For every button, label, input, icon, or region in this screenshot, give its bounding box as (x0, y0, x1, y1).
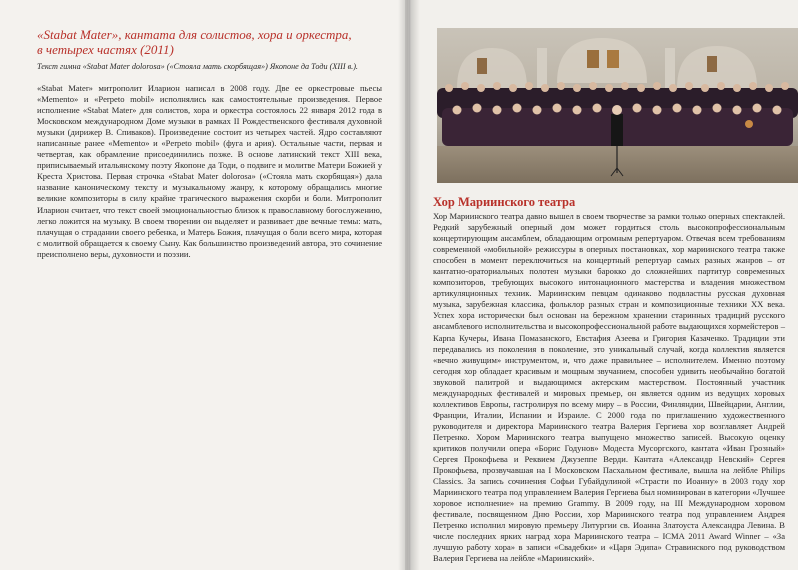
cantata-title-line-1: «Stabat Mater», кантата для солистов, хора и оркестра, (37, 27, 352, 42)
book-gutter-shadow (398, 0, 420, 570)
cantata-title-line-2: в четырех частях (2011) (37, 42, 174, 57)
choir-heading: Хор Мариинского театра (433, 195, 576, 209)
choir-description (433, 211, 785, 565)
choir-description-text: Хор Мариинского театра давно вышел в своем творчестве за рамки только оперных спектаклей. Редкий зарубежный оперный дом может гордиться столь высокопрофессиональным концертирующим ансамблем, обладающим огромным репертуаром. Отвечая всем требованиям современной «мобильной» режиссуры в оперных постановках, хор мариинского театра также способен в момент переключиться на концертный репертуар самых разных жанров – от кантатно-ораториальных полотен музыки барокко до сложнейших партитур современных композиторов, требующих высокого интонационного мастерства и владения множеством артикуляционных техник. Мариинским певцам одинаково подвластны русская духовная музыка, зарубежная классика, фольклор разных стран и композиционные техники XX века. Успех хора исторически был основан на бережном хранении старинных традиций русского ансамблевого исполнительства и высокопрофессиональной работе выдающихся хормейстеров – Карпа Кучеры, Ивана Помазанского, Евстафия Азеева и Григория Казаченко. Традиции эти передавались из поколения в поколение, это уникальный случай, когда коллектив является «вечно живущим» инструментом, и, что даже правильнее – исполнителем. Именно поэтому сегодня хор обладает красивым и мощным звучанием, способен удивить необычайно богатой звуковой палитрой и выдающимся актерским мастерством. Постоянный участник международных фестивалей и мировых премьер, он является одним из ведущих хоровых коллективов Европы, гастролируя по всему миру – в России, Финляндии, Швейцарии, Англии, Франции, Италии, Испании и Израиле. С 2000 года по приглашению художественного руководителя и директора Мариинского театра Валерия Гергиева хор возглавляет Андрей Петренко. Хором Мариинского театра выпущено множество записей. Высокую оценку критиков получили опера «Борис Годунов» Модеста Мусоргского, кантата «Иван Грозный» Сергея Прокофьева и Реквием Джузеппе Верди. Кантата «Александр Невский» Сергея Прокофьева, прозвучавшая на I Московском Пасхальном фестивале, вышла на лейбле Philips Classics. За запись сочинения Софьи Губайдулиной «Страсти по Иоанну» в 2003 году хор Мариинского театра под управлением Валерия Гергиева был номинирован в категории «Лучшее хоровое исполнение» на премию Grammy. В 2009 году, на III Международном хоровом фестивале, посвященном Дню России, хор Мариинского театра под управлением Андрея Петренко исполнил мировую премьеру Литургии св. Иоанна Златоуста Александра Левина. В числе последних ярких наград хора Мариинского театра – ICMA 2011 Award Winner – «За лучшую работу хора» в записи «Свадебки» и «Царя Эдипа» Стравинского под руководством Валерия Гергиева на лейбле «Мариинский». (433, 211, 785, 564)
cantata-description (37, 83, 382, 260)
choir-photo (437, 28, 798, 183)
cantata-description-text: «Stabat Mater» митрополит Иларион написал в 2008 году. Две ее оркестровые пьесы «Memento» и «Perpeto mobil» исполнялись как самостоятельные произведения. Первое исполнение «Stabat Mater» для солистов, хора и оркестра состоялось 22 января 2012 года в Московском международном Доме музыки в рамках II Рождественского фестиваля духовной музыки (дирижер В. Спиваков). Произведение состоит из четырех частей. Ядро составляют написанные ранее «Memento» и «Perpeto mobil» (фуга и ария). Остальные части, первая и четвертая, как обрамление присоединились позже. В основе латинский текст XIII века, приписываемый итальянскому поэту Якопоне да Тоди, о подвиге и молитве Матери Божией у Креста Христова. Первая строчка «Stabat Mater dolorosa» («Стояла мать скорбящая») дала название каноническому тексту и музыкальному жанру, к которому обращались многие великие композиторы в силу крайне трагического выражения скорби и боли. Митрополит Иларион считает, что текст своей эмоциональностью близок к православному богослужению, легко ложится на музыку. В своем творении он выделяет и развивает две вечные темы: мать, плачущая о страдании своего ребенка, и Матерь Божия, плачущая о боли всего мира, которая с молитвой обращается к своему Сыну. Как большинство произведений автора, это сочинение преисполнено веры, духовности и поэзии. (37, 83, 382, 259)
right-page (408, 0, 798, 570)
cantata-title (37, 27, 377, 57)
hymn-text-credit: Текст гимна «Stabat Mater dolorosa» («Стояла мать скорбящая») Якопоне да Тоди (XIII в.). (37, 62, 358, 71)
